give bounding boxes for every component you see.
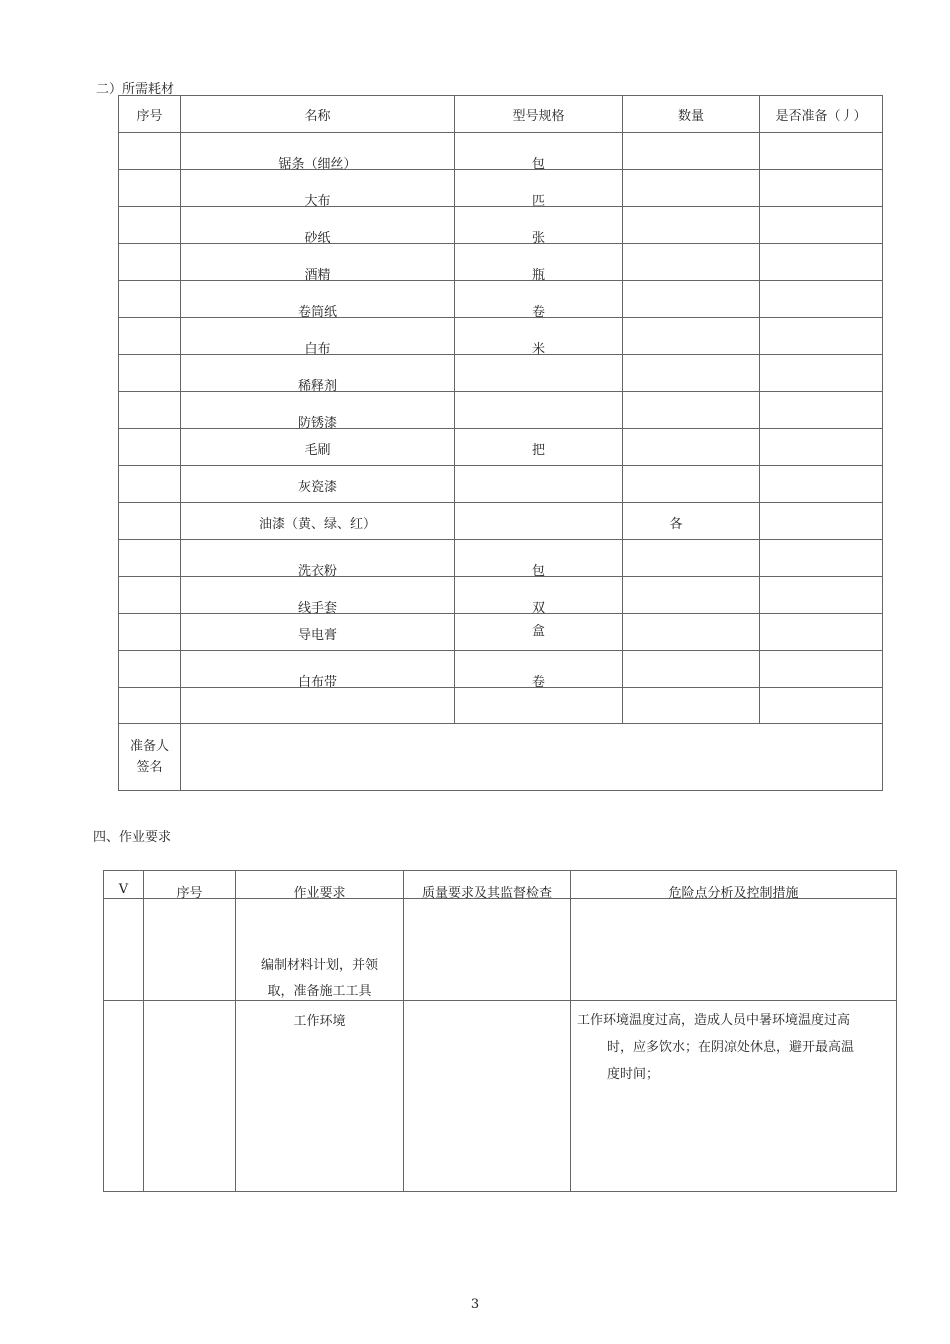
section-heading-work-requirements: 四、作业要求 xyxy=(93,830,172,845)
cell-quality xyxy=(404,899,571,1001)
cell-no xyxy=(119,614,181,651)
cell-spec: 卷 xyxy=(455,281,623,318)
cell-ready xyxy=(760,503,883,540)
signature-row xyxy=(119,724,883,791)
signature-label-line1: 准备人 xyxy=(129,739,169,754)
table-row xyxy=(119,281,883,318)
header-spec: 型号规格 xyxy=(455,96,623,133)
table-row xyxy=(104,899,897,1001)
cell-no xyxy=(119,503,181,540)
table-row xyxy=(119,355,883,392)
header-requirement: 作业要求 xyxy=(236,871,404,899)
cell-spec xyxy=(455,466,623,503)
cell-risk xyxy=(571,1001,897,1192)
cell-qty xyxy=(623,688,760,724)
cell-spec: 张 xyxy=(455,207,623,244)
cell-qty xyxy=(623,392,760,429)
cell-no xyxy=(119,170,181,207)
cell-ready xyxy=(760,540,883,577)
cell-spec: 包 xyxy=(455,133,623,170)
cell-check xyxy=(104,1001,144,1192)
header-qty: 数量 xyxy=(623,96,760,133)
risk-line: 度时间； xyxy=(607,1067,660,1082)
cell-spec: 包 xyxy=(455,540,623,577)
cell-spec: 匹 xyxy=(455,170,623,207)
table-header-row xyxy=(104,871,897,899)
cell-name: 导电膏 xyxy=(181,614,455,651)
cell-name: 稀释剂 xyxy=(181,355,455,392)
table-row xyxy=(119,133,883,170)
cell-no xyxy=(119,281,181,318)
cell-no xyxy=(119,429,181,466)
cell-ready xyxy=(760,651,883,688)
header-no: 序号 xyxy=(119,96,181,133)
table-row xyxy=(119,170,883,207)
table-row xyxy=(119,392,883,429)
requirement-line: 工作环境 xyxy=(293,1014,346,1029)
cell-qty xyxy=(623,281,760,318)
cell-spec: 盒 xyxy=(455,614,623,651)
cell-ready xyxy=(760,318,883,355)
cell-ready xyxy=(760,577,883,614)
cell-no xyxy=(119,651,181,688)
cell-check xyxy=(104,899,144,1001)
cell-name: 毛刷 xyxy=(181,429,455,466)
table-row xyxy=(119,651,883,688)
cell-qty xyxy=(623,651,760,688)
header-no: 序号 xyxy=(144,871,236,899)
cell-qty xyxy=(623,207,760,244)
cell-ready xyxy=(760,614,883,651)
cell-spec: 双 xyxy=(455,577,623,614)
cell-spec xyxy=(455,392,623,429)
cell-qty xyxy=(623,577,760,614)
cell-no xyxy=(119,318,181,355)
cell-qty xyxy=(623,429,760,466)
header-check: V xyxy=(104,871,144,899)
consumables-table xyxy=(118,95,883,791)
cell-name: 灰瓷漆 xyxy=(181,466,455,503)
cell-name: 卷筒纸 xyxy=(181,281,455,318)
table-row xyxy=(119,318,883,355)
cell-name: 线手套 xyxy=(181,577,455,614)
cell-no xyxy=(119,466,181,503)
cell-no xyxy=(119,577,181,614)
cell-no xyxy=(119,207,181,244)
cell-qty xyxy=(623,355,760,392)
cell-qty xyxy=(623,244,760,281)
cell-spec: 米 xyxy=(455,318,623,355)
header-name: 名称 xyxy=(181,96,455,133)
cell-ready xyxy=(760,688,883,724)
table-header-row xyxy=(119,96,883,133)
signature-label xyxy=(119,724,181,791)
cell-spec: 瓶 xyxy=(455,244,623,281)
requirement-line: 编制材料计划，并领 xyxy=(260,958,378,973)
cell-quality xyxy=(404,1001,571,1192)
table-row xyxy=(119,577,883,614)
risk-text xyxy=(577,1007,890,1088)
cell-no xyxy=(119,244,181,281)
table-row xyxy=(119,244,883,281)
page-number: 3 xyxy=(470,1297,480,1312)
cell-no xyxy=(144,1001,236,1192)
cell-name: 防锈漆 xyxy=(181,392,455,429)
cell-name: 洗衣粉 xyxy=(181,540,455,577)
cell-qty xyxy=(623,170,760,207)
cell-ready xyxy=(760,392,883,429)
work-requirements-table xyxy=(103,870,897,1192)
cell-no xyxy=(119,392,181,429)
section-heading-consumables: 二）所需耗材 xyxy=(96,82,175,97)
signature-label-line2: 签名 xyxy=(136,760,163,775)
cell-ready xyxy=(760,466,883,503)
header-ready: 是否准备（丿） xyxy=(760,96,883,133)
cell-ready xyxy=(760,207,883,244)
cell-requirement xyxy=(236,899,404,1001)
cell-ready xyxy=(760,355,883,392)
risk-line: 工作环境温度过高，造成人员中暑环境温度过高 xyxy=(577,1013,851,1028)
cell-requirement xyxy=(236,1001,404,1192)
cell-risk xyxy=(571,899,897,1001)
signature-field[interactable] xyxy=(181,724,883,791)
cell-name: 酒精 xyxy=(181,244,455,281)
cell-qty xyxy=(623,466,760,503)
cell-no xyxy=(119,355,181,392)
cell-name: 白布带 xyxy=(181,651,455,688)
cell-ready xyxy=(760,244,883,281)
cell-qty xyxy=(623,540,760,577)
cell-qty xyxy=(623,318,760,355)
cell-no xyxy=(119,688,181,724)
cell-spec xyxy=(455,355,623,392)
cell-name: 砂纸 xyxy=(181,207,455,244)
header-quality: 质量要求及其监督检查 xyxy=(404,871,571,899)
cell-ready xyxy=(760,429,883,466)
cell-qty xyxy=(623,133,760,170)
cell-spec: 把 xyxy=(455,429,623,466)
cell-ready xyxy=(760,133,883,170)
cell-spec xyxy=(455,688,623,724)
cell-no xyxy=(144,899,236,1001)
cell-name: 大布 xyxy=(181,170,455,207)
table-row xyxy=(119,429,883,466)
table-row xyxy=(119,614,883,651)
table-row xyxy=(104,1001,897,1192)
table-row xyxy=(119,503,883,540)
table-row xyxy=(119,688,883,724)
table-row xyxy=(119,540,883,577)
cell-ready xyxy=(760,170,883,207)
table-row xyxy=(119,207,883,244)
cell-ready xyxy=(760,281,883,318)
cell-no xyxy=(119,540,181,577)
header-risk: 危险点分析及控制措施 xyxy=(571,871,897,899)
cell-name: 锯条（细丝） xyxy=(181,133,455,170)
cell-qty: 各 xyxy=(623,503,760,540)
requirement-line: 取，准备施工工具 xyxy=(267,984,372,999)
cell-spec: 卷 xyxy=(455,651,623,688)
table-row xyxy=(119,466,883,503)
risk-line: 时，应多饮水；在阴凉处休息，避开最高温 xyxy=(607,1040,855,1055)
cell-name: 白布 xyxy=(181,318,455,355)
cell-name: 油漆（黄、绿、红） xyxy=(181,503,455,540)
cell-qty xyxy=(623,614,760,651)
cell-name xyxy=(181,688,455,724)
cell-no xyxy=(119,133,181,170)
